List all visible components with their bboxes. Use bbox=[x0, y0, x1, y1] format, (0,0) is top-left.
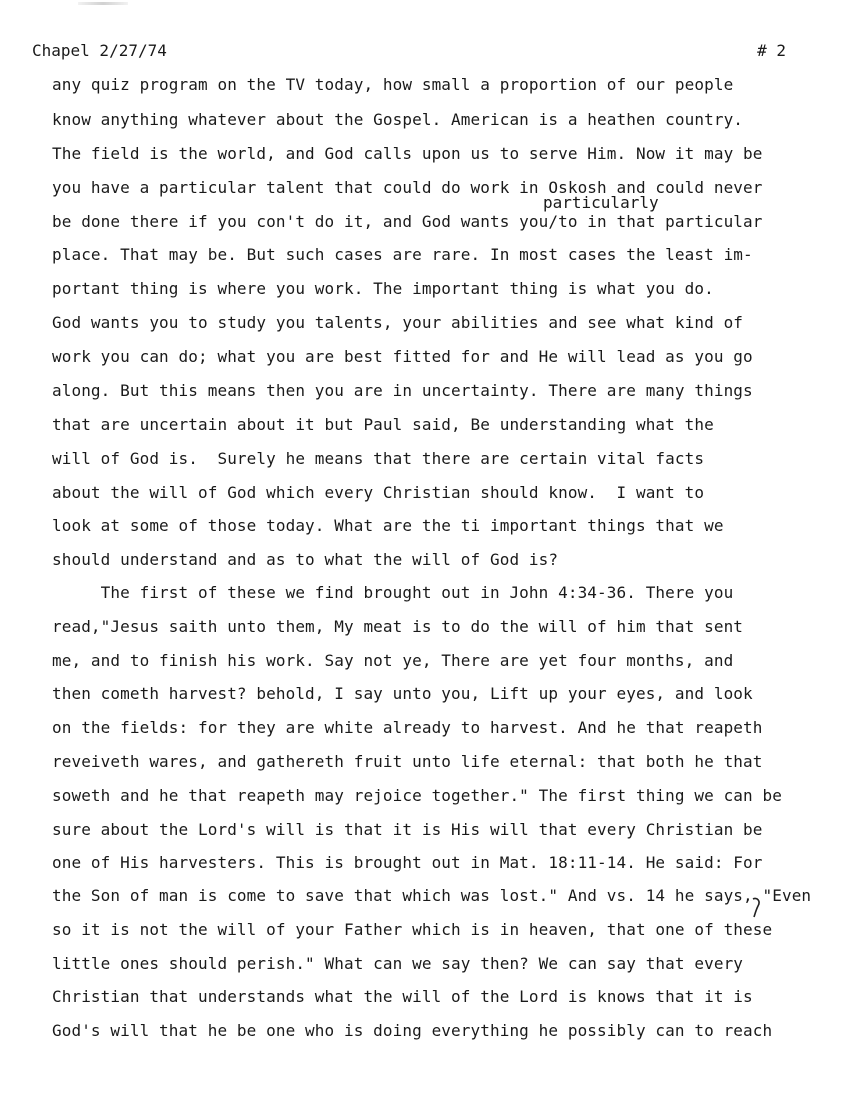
text-line: place. That may be. But such cases are rare. In most cases the least im- bbox=[52, 245, 753, 264]
text-line: be done there if you con't do it, and God wants you/to in that particular bbox=[52, 212, 763, 231]
text-line: one of His harvesters. This is brought out in Mat. 18:11-14. He said: For bbox=[52, 853, 763, 872]
text-line: portant thing is where you work. The important thing is what you do. bbox=[52, 279, 714, 298]
interlinear-insertion: particularly bbox=[543, 193, 659, 212]
text-line: soweth and he that reapeth may rejoice together." The first thing we can be bbox=[52, 786, 782, 805]
text-line: Christian that understands what the will of the Lord is knows that it is bbox=[52, 987, 753, 1006]
text-line: that are uncertain about it but Paul said, Be understanding what the bbox=[52, 415, 714, 434]
text-line: any quiz program on the TV today, how small a proportion of our people bbox=[52, 75, 734, 94]
text-line: reveiveth wares, and gathereth fruit unto life eternal: that both he that bbox=[52, 752, 763, 771]
text-line: sure about the Lord's will is that it is His will that every Christian be bbox=[52, 820, 763, 839]
text-line: The first of these we find brought out in John 4:34-36. There you bbox=[52, 583, 734, 602]
document-title: Chapel 2/27/74 bbox=[32, 41, 167, 60]
text-line: along. But this means then you are in uncertainty. There are many things bbox=[52, 381, 753, 400]
scan-artifact bbox=[78, 2, 128, 5]
handwritten-correction-mark bbox=[750, 895, 764, 919]
text-line: work you can do; what you are best fitted for and He will lead as you go bbox=[52, 347, 753, 366]
text-line: The field is the world, and God calls upon us to serve Him. Now it may be bbox=[52, 144, 763, 163]
text-line: on the fields: for they are white already to harvest. And he that reapeth bbox=[52, 718, 763, 737]
page-number: # 2 bbox=[757, 41, 786, 60]
text-line: about the will of God which every Christian should know. I want to bbox=[52, 483, 705, 502]
text-line: little ones should perish." What can we say then? We can say that every bbox=[52, 954, 744, 973]
text-line: then cometh harvest? behold, I say unto you, Lift up your eyes, and look bbox=[52, 684, 753, 703]
text-line: look at some of those today. What are the ti important things that we bbox=[52, 516, 724, 535]
text-line: you have a particular talent that could do work in Oskosh and could never bbox=[52, 178, 763, 197]
text-line: should understand and as to what the will of God is? bbox=[52, 550, 559, 569]
text-line: know anything whatever about the Gospel. American is a heathen country. bbox=[52, 110, 744, 129]
text-line: will of God is. Surely he means that there are certain vital facts bbox=[52, 449, 705, 468]
text-line: so it is not the will of your Father which is in heaven, that one of these bbox=[52, 920, 773, 939]
text-line: God wants you to study you talents, your abilities and see what kind of bbox=[52, 313, 744, 332]
text-line: read,"Jesus saith unto them, My meat is to do the will of him that sent bbox=[52, 617, 744, 636]
text-line: the Son of man is come to save that which was lost." And vs. 14 he says, "Even bbox=[52, 886, 812, 905]
text-line: God's will that he be one who is doing everything he possibly can to reach bbox=[52, 1021, 773, 1040]
text-line: me, and to finish his work. Say not ye, There are yet four months, and bbox=[52, 651, 734, 670]
